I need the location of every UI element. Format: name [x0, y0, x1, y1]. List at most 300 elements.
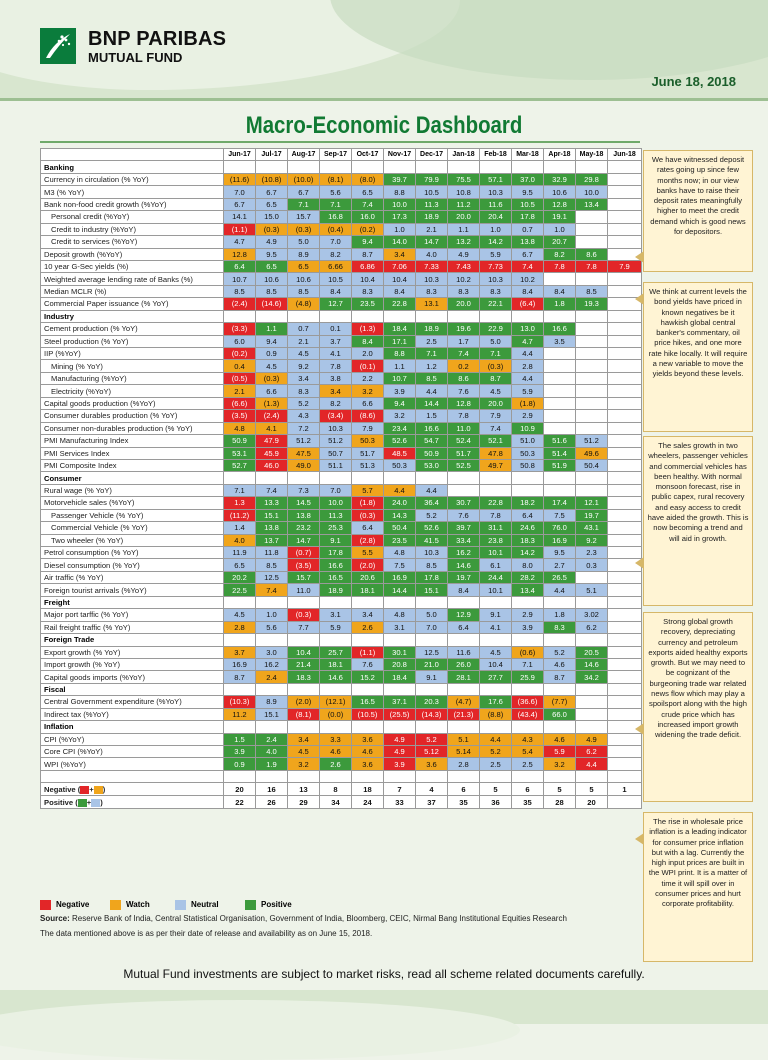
table-row: [41, 186, 642, 198]
value-cell: 12.5: [416, 646, 448, 658]
value-cell: [608, 621, 642, 633]
table-row: [41, 236, 642, 248]
value-cell: 22.5: [224, 584, 256, 596]
callout-bond-yields: We think at current levels the bond yields have priced in known negatives be it hawkish global central banker's commentary, oil price hikes, and one more rate hike locally. It will require a new variable to move the yields beyond these levels.: [643, 282, 753, 432]
value-cell: 4.4: [512, 348, 544, 360]
section-spacer-cell: [512, 634, 544, 646]
value-cell: 47.8: [480, 447, 512, 459]
value-cell: 6.5: [256, 260, 288, 272]
callout-deposit-rates: We have witnessed deposit rates going up since few months now; in our view banks have to raise their deposit rates meaningfully higher to meet the credit demand which is good news for depositors.: [643, 150, 753, 272]
value-cell: [608, 459, 642, 471]
negative-count-cell: 8: [320, 783, 352, 796]
section-spacer-cell: [320, 634, 352, 646]
value-cell: [576, 696, 608, 708]
brand-subtitle: MUTUAL FUND: [88, 50, 183, 65]
table-row: [41, 609, 642, 621]
section-title: Consumer: [41, 472, 224, 484]
value-cell: 6.5: [256, 198, 288, 210]
value-cell: 8.3: [480, 285, 512, 297]
value-cell: 6.2: [576, 746, 608, 758]
indicator-label: Rail freight traffic (% YoY): [41, 621, 224, 633]
value-cell: (2.0): [288, 696, 320, 708]
table-row: [41, 447, 642, 459]
value-cell: 28.2: [512, 571, 544, 583]
value-cell: 3.1: [320, 609, 352, 621]
value-cell: [608, 335, 642, 347]
value-cell: 20.5: [576, 646, 608, 658]
value-cell: [608, 323, 642, 335]
value-cell: 4.5: [288, 746, 320, 758]
section-spacer-cell: [288, 596, 320, 608]
value-cell: 15.7: [288, 571, 320, 583]
value-cell: 18.9: [416, 323, 448, 335]
value-cell: 10.6: [256, 273, 288, 285]
value-cell: 13.1: [416, 298, 448, 310]
value-cell: [608, 435, 642, 447]
value-cell: (0.2): [352, 223, 384, 235]
value-cell: 10.5: [416, 186, 448, 198]
value-cell: 7.4: [256, 584, 288, 596]
value-cell: 8.4: [352, 335, 384, 347]
value-cell: [608, 397, 642, 409]
value-cell: 43.1: [576, 522, 608, 534]
value-cell: 13.8: [256, 522, 288, 534]
value-cell: (3.5): [288, 559, 320, 571]
indicator-label: WPI (%YoY): [41, 758, 224, 770]
value-cell: 52.6: [416, 522, 448, 534]
value-cell: 10.3: [480, 186, 512, 198]
table-row: [41, 708, 642, 720]
value-cell: 20.3: [416, 696, 448, 708]
value-cell: 0.4: [224, 360, 256, 372]
value-cell: 14.4: [416, 397, 448, 409]
indicator-label: PMI Composite Index: [41, 459, 224, 471]
value-cell: [608, 571, 642, 583]
value-cell: 16.2: [448, 547, 480, 559]
section-spacer-cell: [544, 683, 576, 695]
legend-swatch: [78, 799, 87, 807]
value-cell: [608, 646, 642, 658]
value-cell: 47.5: [288, 447, 320, 459]
section-spacer-cell: [608, 634, 642, 646]
indicator-label: Air traffic (% YoY): [41, 571, 224, 583]
value-cell: 4.6: [544, 733, 576, 745]
report-date: June 18, 2018: [651, 74, 736, 89]
value-cell: (0.3): [256, 223, 288, 235]
value-cell: 8.6: [576, 248, 608, 260]
value-cell: 7.1: [416, 348, 448, 360]
section-spacer-cell: [352, 683, 384, 695]
value-cell: 2.1: [416, 223, 448, 235]
value-cell: (0.4): [320, 223, 352, 235]
table-row: [41, 484, 642, 496]
indicator-label: Export growth (% YoY): [41, 646, 224, 658]
section-header: [41, 472, 642, 484]
section-title: Foreign Trade: [41, 634, 224, 646]
month-header: Apr-18: [544, 149, 576, 161]
value-cell: [576, 397, 608, 409]
value-cell: 8.4: [544, 285, 576, 297]
value-cell: 2.8: [512, 360, 544, 372]
value-cell: [608, 422, 642, 434]
value-cell: (8.6): [352, 410, 384, 422]
negative-count-cell: 13: [288, 783, 320, 796]
value-cell: 7.8: [448, 410, 480, 422]
legend-item-positive: Positive: [245, 900, 292, 910]
negative-count-cell: 16: [256, 783, 288, 796]
spacer-cell: [320, 770, 352, 782]
value-cell: [512, 484, 544, 496]
value-cell: 19.6: [448, 323, 480, 335]
value-cell: 10.3: [480, 273, 512, 285]
table-row: [41, 173, 642, 185]
section-spacer-cell: [384, 161, 416, 173]
value-cell: 6.86: [352, 260, 384, 272]
value-cell: 7.4: [256, 484, 288, 496]
value-cell: 2.1: [288, 335, 320, 347]
value-cell: (2.0): [352, 559, 384, 571]
value-cell: 1.7: [448, 335, 480, 347]
indicator-label: Steel production (% YoY): [41, 335, 224, 347]
value-cell: 14.7: [416, 236, 448, 248]
value-cell: [544, 385, 576, 397]
value-cell: 20.4: [480, 211, 512, 223]
section-spacer-cell: [416, 634, 448, 646]
value-cell: 9.4: [256, 335, 288, 347]
value-cell: 32.9: [544, 173, 576, 185]
section-spacer-cell: [480, 596, 512, 608]
value-cell: 4.4: [384, 484, 416, 496]
section-spacer-cell: [512, 721, 544, 733]
section-title: Fiscal: [41, 683, 224, 695]
table-row: [41, 509, 642, 521]
value-cell: 7.73: [480, 260, 512, 272]
section-spacer-cell: [288, 310, 320, 322]
spacer-cell: [480, 770, 512, 782]
indicator-label: Cement production (% YoY): [41, 323, 224, 335]
value-cell: (8.1): [320, 173, 352, 185]
value-cell: 1.5: [224, 733, 256, 745]
value-cell: (1.3): [352, 323, 384, 335]
value-cell: 10.2: [448, 273, 480, 285]
value-cell: 49.7: [480, 459, 512, 471]
section-spacer-cell: [576, 721, 608, 733]
value-cell: 2.9: [512, 410, 544, 422]
value-cell: 5.5: [352, 547, 384, 559]
value-cell: 51.0: [512, 435, 544, 447]
value-cell: 27.7: [480, 671, 512, 683]
value-cell: 7.0: [320, 236, 352, 248]
section-spacer-cell: [544, 721, 576, 733]
value-cell: 7.33: [416, 260, 448, 272]
section-spacer-cell: [256, 310, 288, 322]
positive-count-cell: 22: [224, 796, 256, 809]
value-cell: 9.1: [480, 609, 512, 621]
negative-count-cell: 5: [576, 783, 608, 796]
value-cell: 5.9: [480, 248, 512, 260]
value-cell: 20.7: [544, 236, 576, 248]
section-spacer-cell: [384, 683, 416, 695]
value-cell: 3.6: [352, 758, 384, 770]
value-cell: 22.1: [480, 298, 512, 310]
section-spacer-cell: [384, 310, 416, 322]
value-cell: 6.5: [224, 559, 256, 571]
positive-count-row: [41, 796, 642, 809]
value-cell: 4.4: [512, 372, 544, 384]
month-header: Mar-18: [512, 149, 544, 161]
value-cell: 50.8: [512, 459, 544, 471]
value-cell: 7.9: [608, 260, 642, 272]
spacer-cell: [416, 770, 448, 782]
negative-count-cell: 18: [352, 783, 384, 796]
value-cell: (3.5): [224, 410, 256, 422]
section-header: [41, 596, 642, 608]
value-cell: 13.3: [256, 497, 288, 509]
source-line: Source: Reserve Bank of India, Central Statistical Organisation, Government of India, Bloomberg, CEIC, Nirmal Bang Institutional Equities Research: [40, 914, 567, 923]
value-cell: 10.5: [320, 273, 352, 285]
section-spacer-cell: [576, 634, 608, 646]
value-cell: 7.0: [320, 484, 352, 496]
negative-count-cell: 1: [608, 783, 642, 796]
value-cell: 11.3: [320, 509, 352, 521]
month-header: Jan-18: [448, 149, 480, 161]
section-spacer-cell: [608, 596, 642, 608]
value-cell: 3.6: [352, 733, 384, 745]
value-cell: 8.9: [288, 248, 320, 260]
value-cell: 3.7: [224, 646, 256, 658]
value-cell: (10.8): [256, 173, 288, 185]
month-header: Dec-17: [416, 149, 448, 161]
section-spacer-cell: [512, 161, 544, 173]
value-cell: 2.0: [352, 348, 384, 360]
value-cell: 14.4: [384, 584, 416, 596]
value-cell: 8.6: [448, 372, 480, 384]
value-cell: 20.6: [352, 571, 384, 583]
value-cell: 5.0: [288, 236, 320, 248]
value-cell: 3.4: [288, 372, 320, 384]
value-cell: 4.9: [384, 733, 416, 745]
spacer-cell: [352, 770, 384, 782]
value-cell: 4.1: [256, 422, 288, 434]
value-cell: 1.4: [224, 522, 256, 534]
value-cell: 7.3: [288, 484, 320, 496]
value-cell: 12.8: [544, 198, 576, 210]
value-cell: (0.3): [288, 609, 320, 621]
value-cell: [448, 484, 480, 496]
value-cell: 11.0: [288, 584, 320, 596]
value-cell: 2.5: [512, 758, 544, 770]
value-cell: 17.8: [416, 571, 448, 583]
value-cell: 5.7: [352, 484, 384, 496]
value-cell: 30.7: [448, 497, 480, 509]
table-row: [41, 696, 642, 708]
negative-count-cell: 5: [544, 783, 576, 796]
value-cell: 17.6: [480, 696, 512, 708]
indicator-label: Commercial Vehicle (% YoY): [41, 522, 224, 534]
legend-swatch: [80, 786, 89, 794]
value-cell: 8.3: [416, 285, 448, 297]
section-spacer-cell: [352, 721, 384, 733]
value-cell: [608, 273, 642, 285]
section-spacer-cell: [416, 310, 448, 322]
indicator-label: Mining (% YoY): [41, 360, 224, 372]
value-cell: 2.9: [512, 609, 544, 621]
value-cell: 7.6: [448, 385, 480, 397]
value-cell: [608, 696, 642, 708]
month-header: May-18: [576, 149, 608, 161]
value-cell: 13.2: [448, 236, 480, 248]
value-cell: 4.6: [352, 746, 384, 758]
value-cell: 52.7: [224, 459, 256, 471]
value-cell: 4.3: [288, 410, 320, 422]
section-spacer-cell: [384, 721, 416, 733]
value-cell: (6.6): [224, 397, 256, 409]
value-cell: 6.6: [256, 385, 288, 397]
positive-count-cell: 34: [320, 796, 352, 809]
value-cell: 52.5: [448, 459, 480, 471]
value-cell: 3.9: [512, 621, 544, 633]
value-cell: 1.0: [480, 223, 512, 235]
value-cell: 2.3: [576, 547, 608, 559]
indicator-label: Median MCLR (%): [41, 285, 224, 297]
value-cell: [608, 671, 642, 683]
value-cell: 10.5: [512, 198, 544, 210]
value-cell: 7.1: [480, 348, 512, 360]
value-cell: 7.1: [288, 198, 320, 210]
section-spacer-cell: [544, 472, 576, 484]
value-cell: 50.9: [224, 435, 256, 447]
value-cell: (36.6): [512, 696, 544, 708]
table-row: [41, 522, 642, 534]
value-cell: 3.1: [384, 621, 416, 633]
value-cell: 1.2: [416, 360, 448, 372]
section-spacer-cell: [416, 721, 448, 733]
value-cell: (0.3): [256, 372, 288, 384]
section-spacer-cell: [480, 310, 512, 322]
section-spacer-cell: [320, 596, 352, 608]
value-cell: 49.6: [576, 447, 608, 459]
value-cell: [608, 758, 642, 770]
value-cell: [576, 385, 608, 397]
table-row: [41, 547, 642, 559]
section-header: [41, 310, 642, 322]
value-cell: [608, 372, 642, 384]
section-spacer-cell: [448, 310, 480, 322]
value-cell: [576, 335, 608, 347]
value-cell: [544, 422, 576, 434]
value-cell: 14.6: [320, 671, 352, 683]
section-spacer-cell: [608, 472, 642, 484]
value-cell: 75.5: [448, 173, 480, 185]
value-cell: 24.4: [480, 571, 512, 583]
value-cell: 18.1: [320, 658, 352, 670]
table-row: [41, 348, 642, 360]
value-cell: 4.0: [256, 746, 288, 758]
section-spacer-cell: [352, 596, 384, 608]
legend-swatch: [175, 900, 186, 910]
indicator-label: M3 (% YoY): [41, 186, 224, 198]
value-cell: 51.9: [544, 459, 576, 471]
value-cell: 11.9: [224, 547, 256, 559]
value-cell: 39.7: [384, 173, 416, 185]
value-cell: (8.1): [288, 708, 320, 720]
value-cell: (0.6): [512, 646, 544, 658]
value-cell: 7.0: [224, 186, 256, 198]
value-cell: (2.8): [352, 534, 384, 546]
value-cell: 37.1: [384, 696, 416, 708]
value-cell: 14.5: [288, 497, 320, 509]
section-spacer-cell: [224, 596, 256, 608]
section-spacer-cell: [544, 634, 576, 646]
value-cell: 13.0: [512, 323, 544, 335]
brand-name: BNP PARIBAS: [88, 28, 227, 50]
value-cell: 34.2: [576, 671, 608, 683]
section-spacer-cell: [384, 634, 416, 646]
value-cell: 1.9: [256, 758, 288, 770]
table-row: [41, 584, 642, 596]
value-cell: 17.8: [512, 211, 544, 223]
indicator-label: Capital goods production (%YoY): [41, 397, 224, 409]
spacer-cell: [544, 770, 576, 782]
legend-swatch: [245, 900, 256, 910]
section-spacer-cell: [544, 310, 576, 322]
indicator-label: Consumer non-durables production (% YoY): [41, 422, 224, 434]
availability-note: The data mentioned above is as per their date of release and availability as on June 15, 2018.: [40, 929, 373, 938]
value-cell: 15.1: [256, 509, 288, 521]
value-cell: 9.4: [352, 236, 384, 248]
indicator-label: Import growth (% YoY): [41, 658, 224, 670]
value-cell: 25.7: [320, 646, 352, 658]
month-header: Jun-17: [224, 149, 256, 161]
table-row: [41, 435, 642, 447]
table-row: [41, 671, 642, 683]
value-cell: 0.2: [448, 360, 480, 372]
value-cell: 53.1: [224, 447, 256, 459]
value-cell: 4.4: [416, 385, 448, 397]
negative-count-cell: 7: [384, 783, 416, 796]
value-cell: 8.7: [352, 248, 384, 260]
value-cell: (10.5): [352, 708, 384, 720]
indicator-label: Core CPI (%YoY): [41, 746, 224, 758]
value-cell: 17.8: [320, 547, 352, 559]
indicator-label: Deposit growth (%YoY): [41, 248, 224, 260]
value-cell: 4.4: [416, 484, 448, 496]
value-cell: 6.7: [288, 186, 320, 198]
section-spacer-cell: [416, 683, 448, 695]
value-cell: 12.7: [320, 298, 352, 310]
value-cell: (4.8): [288, 298, 320, 310]
value-cell: 4.0: [224, 534, 256, 546]
value-cell: 3.4: [352, 609, 384, 621]
value-cell: 20.0: [448, 211, 480, 223]
value-cell: 9.1: [320, 534, 352, 546]
table-row: [41, 658, 642, 670]
value-cell: 1.1: [384, 360, 416, 372]
value-cell: 4.9: [384, 746, 416, 758]
spacer-cell: [224, 770, 256, 782]
value-cell: 15.2: [352, 671, 384, 683]
value-cell: 24.0: [384, 497, 416, 509]
value-cell: 2.6: [320, 758, 352, 770]
indicator-label: Petrol consumption (% YoY): [41, 547, 224, 559]
value-cell: 0.1: [320, 323, 352, 335]
value-cell: 14.6: [448, 559, 480, 571]
value-cell: (2.4): [224, 298, 256, 310]
value-cell: 1.1: [448, 223, 480, 235]
value-cell: 10.3: [320, 422, 352, 434]
value-cell: (0.3): [480, 360, 512, 372]
callout-inflation: The rise in wholesale price inflation is a leading indicator for consumer price inflation but with a lag. Currently the high input prices are built in the WPI print. It is a matter of time it will spill over in consumer prices and hurt corporate profitability.: [643, 812, 753, 962]
